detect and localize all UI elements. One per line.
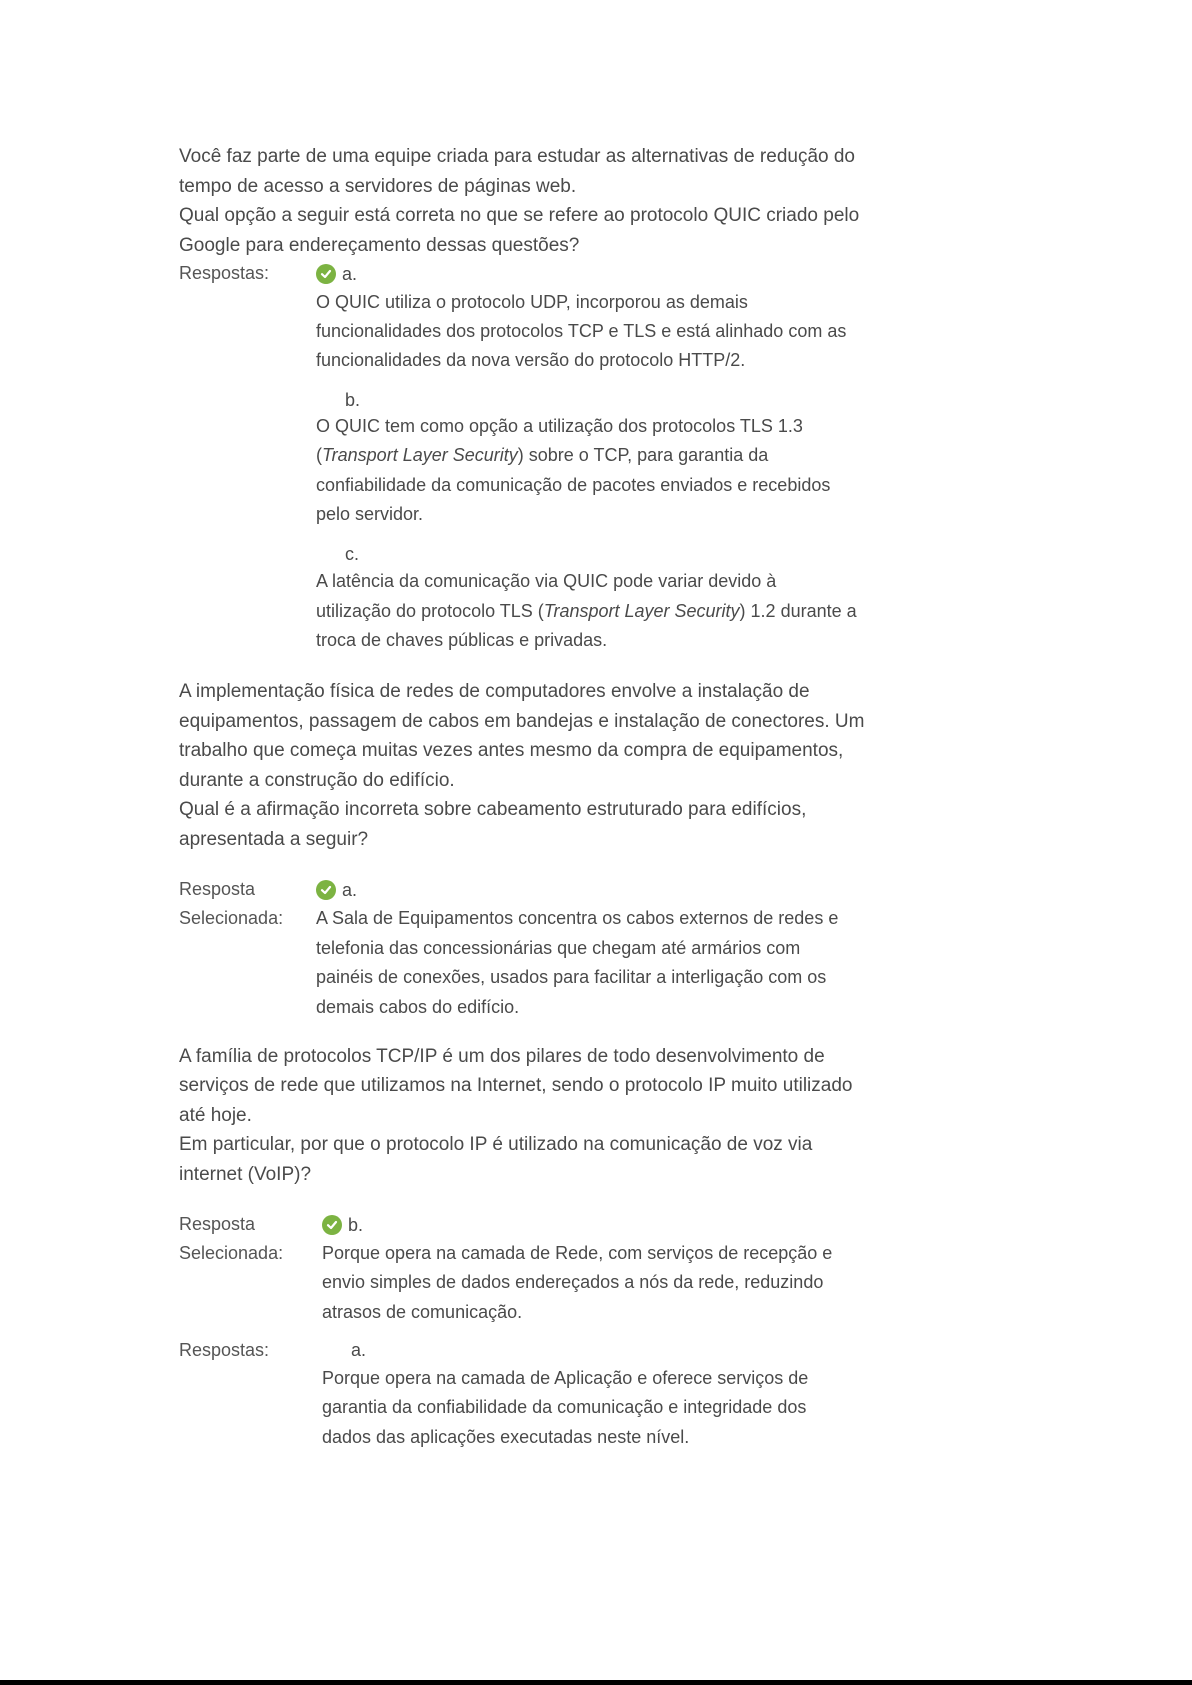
answers-label: Respostas: <box>179 1340 270 1360</box>
q2-stem-line: Qual é a afirmação incorreta sobre cabeamento estruturado para edifícios, <box>179 799 807 820</box>
option-letter: a. <box>351 1340 367 1360</box>
option-letter: b. <box>348 1215 364 1235</box>
selected-answer-label: Selecionada: <box>179 1243 284 1263</box>
option-text-line: Porque opera na camada de Rede, com serviços de recepção e <box>322 1243 833 1263</box>
option-text-line: (Transport Layer Security) sobre o TCP, para garantia da <box>316 445 769 465</box>
check-circle-icon <box>316 264 336 284</box>
option-text-line: O QUIC tem como opção a utilização dos protocolos TLS 1.3 <box>316 416 803 436</box>
q3-stem-line: A família de protocolos TCP/IP é um dos pilares de todo desenvolvimento de <box>179 1046 825 1067</box>
q3-stem-line: até hoje. <box>179 1105 252 1126</box>
option-letter: a. <box>342 880 358 900</box>
q1-stem-line: tempo de acesso a servidores de páginas web. <box>179 176 577 197</box>
q3-stem-line: Em particular, por que o protocolo IP é utilizado na comunicação de voz via <box>179 1134 813 1155</box>
check-circle-icon <box>316 880 336 900</box>
option-letter: a. <box>342 264 358 284</box>
q2-stem-line: A implementação física de redes de computadores envolve a instalação de <box>179 681 810 702</box>
q2-stem-line: durante a construção do edifício. <box>179 770 455 791</box>
option-text-line: dados das aplicações executadas neste nível. <box>322 1427 690 1447</box>
selected-answer-label: Resposta <box>179 879 256 899</box>
option-text-line: troca de chaves públicas e privadas. <box>316 630 608 650</box>
q2-stem-line: apresentada a seguir? <box>179 829 369 850</box>
q1-stem-line: Google para endereçamento dessas questões? <box>179 235 580 256</box>
answers-label: Respostas: <box>179 263 270 283</box>
option-text-line: telefonia das concessionárias que chegam até armários com <box>316 938 801 958</box>
option-text-line: atrasos de comunicação. <box>322 1302 523 1322</box>
option-text-line: envio simples de dados endereçados a nós da rede, reduzindo <box>322 1272 824 1292</box>
q3-stem-line: internet (VoIP)? <box>179 1164 312 1185</box>
option-text-line: A latência da comunicação via QUIC pode variar devido à <box>316 571 777 591</box>
option-letter: b. <box>345 390 361 410</box>
option-letter: c. <box>345 544 360 564</box>
option-text-line: painéis de conexões, usados para facilitar a interligação com os <box>316 967 827 987</box>
check-circle-icon <box>322 1215 342 1235</box>
q1-stem-line: Você faz parte de uma equipe criada para estudar as alternativas de redução do <box>179 146 855 167</box>
q3-stem-line: serviços de rede que utilizamos na Internet, sendo o protocolo IP muito utilizado <box>179 1075 853 1096</box>
selected-answer-label: Resposta <box>179 1214 256 1234</box>
q1-stem-line: Qual opção a seguir está correta no que se refere ao protocolo QUIC criado pelo <box>179 205 860 226</box>
option-text-line: Porque opera na camada de Aplicação e oferece serviços de <box>322 1368 809 1388</box>
q2-stem-line: equipamentos, passagem de cabos em bandejas e instalação de conectores. Um <box>179 711 865 732</box>
option-text-line: garantia da confiabilidade da comunicação e integridade dos <box>322 1397 807 1417</box>
option-text-line: utilização do protocolo TLS (Transport Layer Security) 1.2 durante a <box>316 601 857 621</box>
option-text-line: pelo servidor. <box>316 504 424 524</box>
q2-stem-line: trabalho que começa muitas vezes antes mesmo da compra de equipamentos, <box>179 740 844 761</box>
option-text-line: O QUIC utiliza o protocolo UDP, incorporou as demais <box>316 292 748 312</box>
selected-answer-label: Selecionada: <box>179 908 284 928</box>
option-text-line: funcionalidades dos protocolos TCP e TLS e está alinhado com as <box>316 321 847 341</box>
option-text-line: funcionalidades da nova versão do protocolo HTTP/2. <box>316 350 746 370</box>
option-text-line: confiabilidade da comunicação de pacotes enviados e recebidos <box>316 475 831 495</box>
bottom-border <box>0 1680 1192 1685</box>
option-text-line: demais cabos do edifício. <box>316 997 520 1017</box>
option-text-line: A Sala de Equipamentos concentra os cabos externos de redes e <box>316 908 839 928</box>
